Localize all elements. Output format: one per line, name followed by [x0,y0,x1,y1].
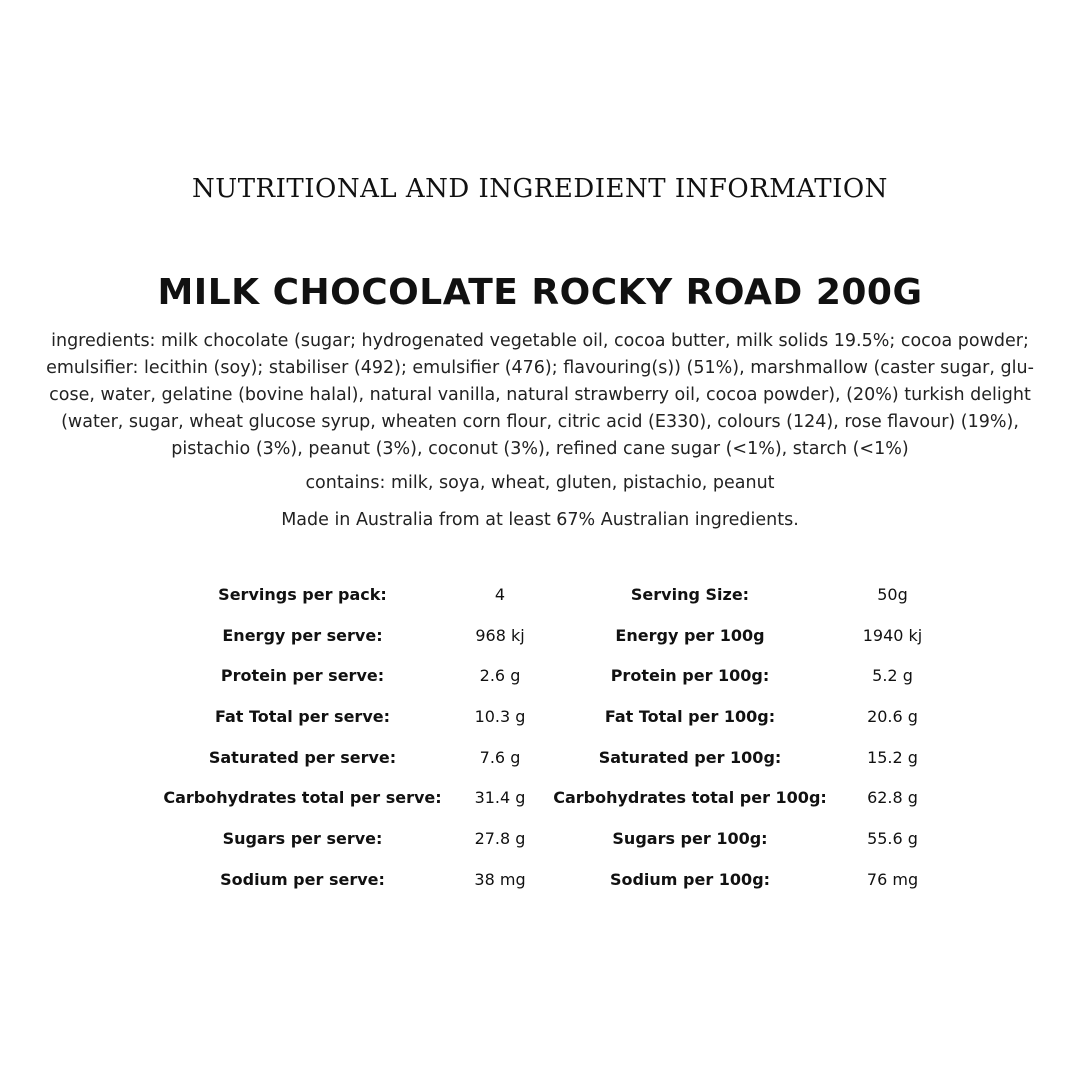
per-100g-label: Protein per 100g: [610,666,770,686]
per-100g-label: Saturated per 100g: [598,747,782,767]
per-100g-value: 5.2 g [872,666,913,686]
per-serve-value: 38 mg [474,869,526,889]
table-row [150,615,950,656]
per-serve-value: 31.4 g [474,788,526,808]
per-100g-label: Sodium per 100g: [609,869,771,889]
country-of-origin-statement: Made in Australia from at least 67% Australian ingredients. [281,510,799,530]
per-serve-label: Carbohydrates total per serve: [163,788,442,808]
per-serve-value: 10.3 g [474,706,526,726]
section-title: NUTRITIONAL AND INGREDIENT INFORMATION [192,174,888,204]
ingredients-line: ingredients: milk chocolate (sugar; hydrogenated vegetable oil, cocoa butter, milk solids 19.5%; cocoa powder; [51,331,1029,351]
per-100g-label: Energy per 100g [615,625,765,645]
per-100g-value: 76 mg [866,869,919,889]
per-serve-value: 27.8 g [474,828,526,848]
per-serve-label: Sugars per serve: [222,828,383,848]
ingredients-line: emulsifier: lecithin (soy); stabiliser (492); emulsifier (476); flavouring(s)) (51%), marshmallow (caster sugar, glu- [46,358,1034,378]
per-100g-value: 1940 kj [862,625,923,645]
per-100g-value: 55.6 g [867,828,918,848]
per-100g-label: Fat Total per 100g: [604,706,776,726]
per-100g-label: Sugars per 100g: [612,828,768,848]
table-row [150,818,950,859]
table-row [150,696,950,737]
table-row [150,777,950,818]
table-row [150,655,950,696]
per-100g-value: 50g [877,584,908,604]
per-serve-label: Saturated per serve: [208,747,397,767]
table-row [150,859,950,900]
ingredients-line: pistachio (3%), peanut (3%), coconut (3%), refined cane sugar (<1%), starch (<1%) [171,439,909,459]
per-serve-value: 7.6 g [479,747,521,767]
per-serve-label: Energy per serve: [222,625,383,645]
ingredients-line: cose, water, gelatine (bovine halal), natural vanilla, natural strawberry oil, cocoa powder), (20%) turkish delight [49,385,1031,405]
per-serve-value: 4 [494,584,506,604]
per-serve-label: Protein per serve: [220,666,385,686]
nutrition-table [150,574,950,900]
per-100g-label: Carbohydrates total per 100g: [553,788,827,808]
ingredients-paragraph [40,328,1040,463]
table-row [150,574,950,615]
ingredients-line: (water, sugar, wheat glucose syrup, wheaten corn flour, citric acid (E330), colours (124), rose flavour) (19%), [61,412,1019,432]
table-row [150,737,950,778]
per-100g-value: 20.6 g [867,706,918,726]
allergen-statement: contains: milk, soya, wheat, gluten, pistachio, peanut [305,473,775,493]
per-100g-value: 15.2 g [867,747,918,767]
per-serve-value: 2.6 g [479,666,521,686]
per-100g-label: Serving Size: [630,584,750,604]
per-serve-label: Fat Total per serve: [215,706,390,726]
per-serve-label: Servings per pack: [218,584,387,604]
per-serve-value: 968 kj [475,625,525,645]
per-100g-value: 62.8 g [867,788,918,808]
per-serve-label: Sodium per serve: [220,869,385,889]
product-title: MILK CHOCOLATE ROCKY ROAD 200G [157,272,923,313]
